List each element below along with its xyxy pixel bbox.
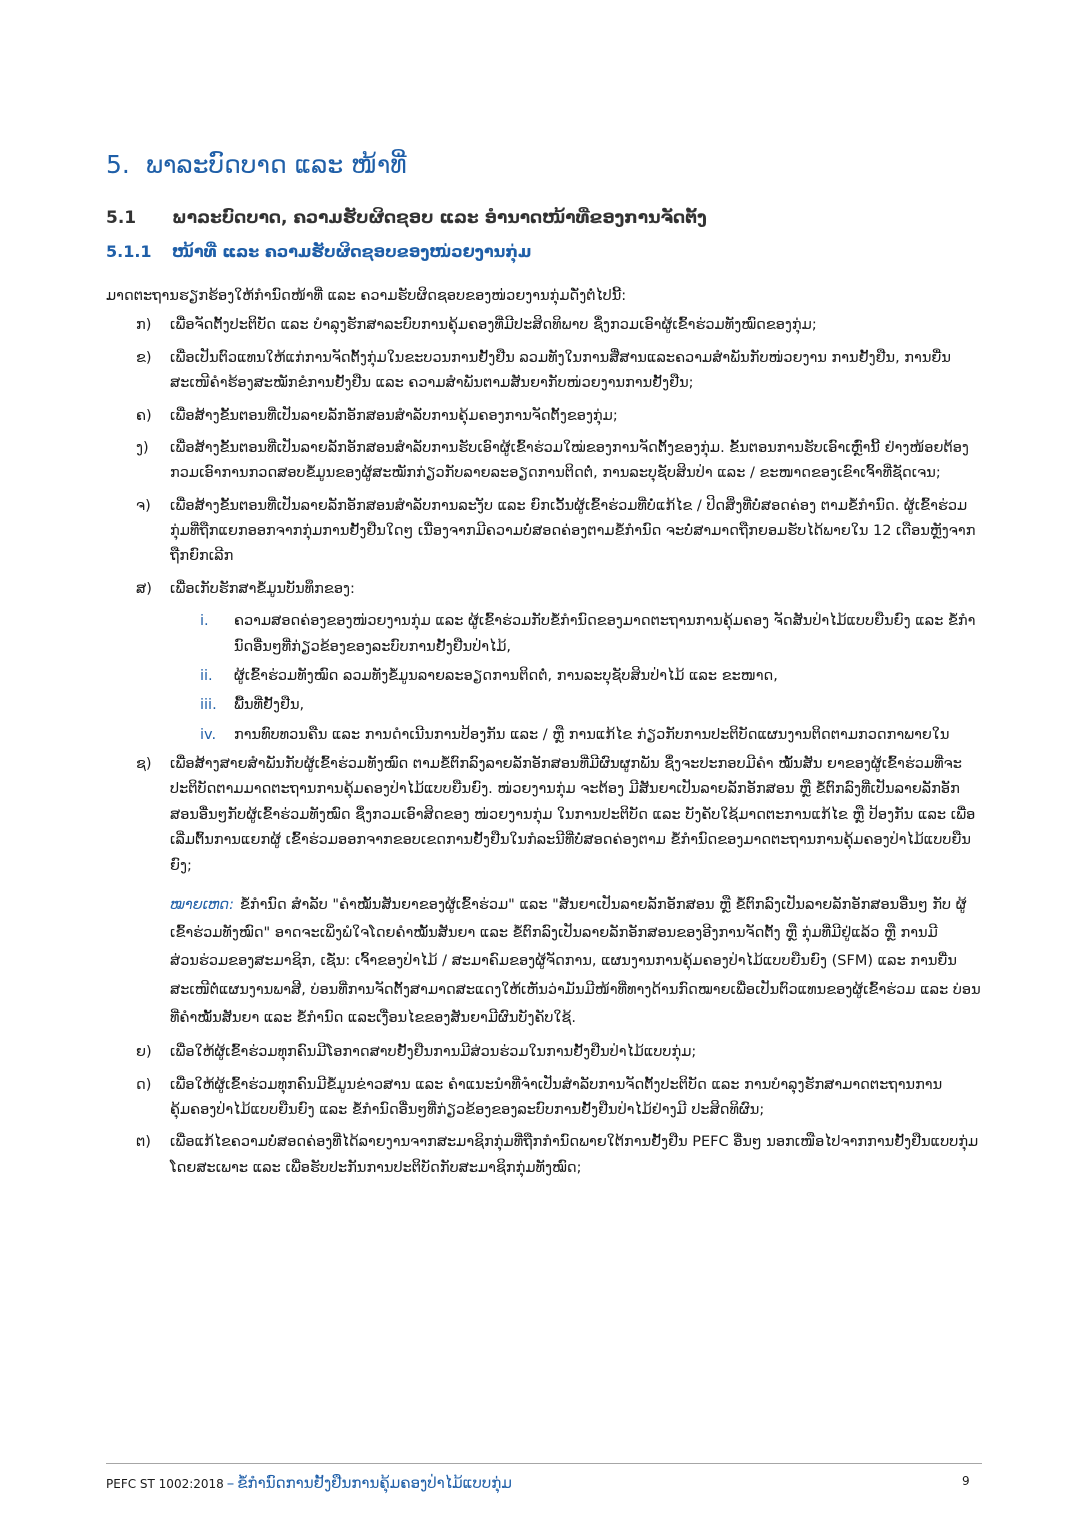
sub-list: [106, 609, 986, 748]
list-item-text: ເພື່ອເປັນຕົວແທນໃຫ້ແກ່ການຈັດຕັ້ງກຸ່ມໃນຂະບວນການຢັ້ງຢືນ ລວມທັງໃນການສື່ສານແລະຄວາມສຳພັນກັບໜ່ວຍງານ ການຢັ້ງຢືນ, ການຍື່ນສະເໜີຄຳຮ້ອງສະໝັກຂໍການຢັ້ງຢືນ ແລະ ຄວາມສຳພັນຕາມສັນຍາກັບໜ່ວຍງານການຢັ້ງຢືນ;: [170, 349, 951, 392]
list-item-text: ເພື່ອໃຫ້ຜູ້ເຂົ້າຮ່ວມທຸກຄົນມີໂອກາດສາບຢັ້ງຢືນການມີສ່ວນຮ່ວມໃນການຢັ້ງຢືນປ່າໄມ້ແບບກຸ່ມ;: [170, 1044, 697, 1061]
list-item: [106, 494, 986, 570]
list-item: [106, 404, 986, 429]
list-item: [106, 1130, 986, 1181]
note-text: ຂໍ້ກຳນົດ ສຳລັບ "ຄຳໝັ້ນສັນຍາຂອງຜູ້ເຂົ້າຮ່ວມ" ແລະ "ສັນຍາເປັນລາຍລັກອັກສອນ ຫຼື ຂໍ້ຕົກລົງເປັນລາຍລັກອັກສອນອື່ນໆ ກັບ ຜູ້ເຂົ້າຮ່ວມທັງໝົດ" ອາດຈະເພິ່ງພໍໃຈໂດຍຄຳໝັ້ນສັນຍາ ແລະ ຂໍ້ຕົກລົງເປັນລາຍລັກອັກສອນຂອງອີງການຈັດຕັ້ງ ຫຼື ກຸ່ມທີ່ມີຢູ່ແລ້ວ ຫຼື ການມີສ່ວນຮ່ວມຂອງສະມາຊິກ, ເຊັ່ນ: ເຈົ້າຂອງປ່າໄມ້ / ສະມາຄົມຂອງຜູ້ຈັດການ, ແຜນງານການຄຸ້ມຄອງປ່າໄມ້ແບບຍືນຍົງ (SFM) ແລະ ການຍື່ນສະເໜີຕໍ່ແຜນງານພາສີ, ບ່ອນທີ່ການຈັດຕັ້ງສາມາດສະແດງໃຫ້ເຫັນວ່າມັນມີໜ້າທີ່ທາງດ້ານກົດໝາຍເພື່ອເປັນຕົວແທນຂອງຜູ້ເຂົ້າຮ່ວມ ແລະ ບ່ອນທີ່ຄຳໝັ້ນສັນຍາ ແລະ ຂໍ້ກຳນົດ ແລະເງື່ອນໄຂຂອງສັນຍາມີຜົນບັງຄັບໃຊ້.: [170, 896, 981, 1026]
subsection-heading: [106, 208, 707, 228]
list-item-text: ເພື່ອສ້າງຂັ້ນຕອນທີ່ເປັນລາຍລັກອັກສອນສຳລັບການຮັບເອົາຜູ້ເຂົ້າຮ່ວມໃໝ່ຂອງການຈັດຕັ້ງຂອງກຸ່ມ. ຂັ້ນຕອນການຮັບເອົາເຫຼົ່ານີ້ ຢ່າງໜ້ອຍຕ້ອງກວມເອົາການກວດສອບຂໍ້ມູນຂອງຜູ້ສະໝັກກ່ຽວກັບລາຍລະອຽດການຕິດຕໍ່, ການລະບຸຊັບສິນປ່າ ແລະ / ຂະໜາດຂອງເຂົາເຈົ້າທີ່ຊັດເຈນ;: [170, 439, 969, 482]
subsubsection-heading: [106, 242, 531, 261]
sub-list-item: [106, 664, 986, 689]
list-item-label: ງ): [136, 439, 149, 456]
sub-list-item-label: iii.: [200, 697, 217, 714]
section-title: ພາລະບົດບາດ ແລະ ໜ້າທີ່: [145, 150, 407, 179]
list-item-label: ຊ): [136, 756, 152, 772]
page-number: 9: [962, 1474, 970, 1488]
subsubsection-number: 5.1.1: [106, 242, 152, 261]
footer-document-code: PEFC ST 1002:2018: [106, 1477, 224, 1491]
list-item-label: ສ): [136, 580, 152, 597]
list-item-label: ດ): [136, 1076, 152, 1093]
subsection-number: 5.1: [106, 208, 137, 228]
list-item-text: ເພື່ອແກ້ໄຂຄວາມບໍ່ສອດຄ່ອງທີ່ໄດ້ລາຍງານຈາກສະມາຊິກກຸ່ມທີ່ຖືກກຳນົດພາຍໃຕ້ການຢັ້ງຢືນ PEFC ອື່ນໆ ນອກເໜືອໄປຈາກການຢັ້ງຢືນແບບກຸ່ມໂດຍສະເພາະ ແລະ ເພື່ອຮັບປະກັນການປະຕິບັດກັບສະມາຊິກກຸ່ມທັງໝົດ;: [170, 1134, 979, 1176]
subsubsection-title: ໜ້າທີ່ ແລະ ຄວາມຮັບຜິດຊອບຂອງໜ່ວຍງານກຸ່ມ: [172, 242, 532, 261]
list-item: [106, 577, 986, 602]
list-item-text: ເພື່ອໃຫ້ຜູ້ເຂົ້າຮ່ວມທຸກຄົນມີຂໍ້ມູນຂ່າວສານ ແລະ ຄຳແນະນຳທີ່ຈຳເປັນສຳລັບການຈັດຕັ້ງປະຕິບັດ ແລະ ການບຳລຸງຮັກສາມາດຕະຖານການຄຸ້ມຄອງປ່າໄມ້ແບບຍືນຍົງ ແລະ ຂໍ້ກຳນົດອື່ນໆທີ່ກ່ຽວຂ້ອງຂອງລະບົບການຢັ້ງຢືນປ່າໄມ້ຢ່າງມີ ປະສິດທິຜົນ;: [170, 1076, 943, 1118]
footer-document-title: ຂໍ້ກຳນົດການຢັ້ງຢືນການຄຸ້ມຄອງປ່າໄມ້ແບບກຸ່ມ: [237, 1474, 512, 1492]
list-item-label: ຈ): [136, 497, 151, 514]
list-item-label: ຂ): [136, 349, 152, 366]
footer-divider: [106, 1463, 982, 1464]
list-item-text: ເພື່ອສ້າງຂັ້ນຕອນທີ່ເປັນລາຍລັກອັກສອນສຳລັບການລະງັບ ແລະ ຍົກເວັ້ນຜູ້ເຂົ້າຮ່ວມທີ່ບໍ່ແກ້ໄຂ / ປິດສິ່ງທີ່ບໍ່ສອດຄ່ອງ ຕາມຂໍ້ກຳນົດ. ຜູ້ເຂົ້າຮ່ວມກຸ່ມທີ່ຖືກແຍກອອກຈາກກຸ່ມການຢັ້ງຢືນໃດໆ ເນື່ອງຈາກມີຄວາມບໍ່ສອດຄ່ອງຕາມຂໍ້ກຳນົດ ຈະບໍ່ສາມາດຖືກຍອມຮັບໄດ້ພາຍໃນ 12 ເດືອນຫຼັງຈາກຖືກຍົກເລີກ: [170, 497, 976, 565]
note-label: ໝາຍເຫດ:: [170, 896, 234, 913]
subsection-title: ພາລະບົດບາດ, ຄວາມຮັບຜິດຊອບ ແລະ ອຳນາດໜ້າທີ່ຂອງການຈັດຕັ້ງ: [172, 208, 707, 228]
sub-list-item: [106, 609, 986, 660]
list-item-label: ຍ): [136, 1044, 152, 1061]
list-item-text: ເພື່ອເກັບຮັກສາຂໍ້ມູນບັນທຶກຂອງ:: [170, 580, 355, 597]
list-item: [106, 346, 986, 397]
sub-list-item: [106, 693, 986, 718]
list-item-text: ເພື່ອສ້າງສາຍສຳພັນກັບຜູ້ເຂົ້າຮ່ວມທັງໝົດ ຕາມຂໍ້ຕົກລົງລາຍລັກອັກສອນທີ່ມີຜົນຜູກພັນ ຊຶ່ງຈະປະກອບມີຄຳ ໝັ້ນສັນ ຍາຂອງຜູ້ເຂົ້າຮ່ວມທີ່ຈະປະຕິບັດຕາມມາດຕະຖານການຄຸ້ມຄອງປ່າໄມ້ແບບຍືນຍົງ. ໜ່ວຍງານກຸ່ມ ຈະຕ້ອງ ມີສັນຍາເປັນລາຍລັກອັກສອນ ຫຼື ຂໍ້ຕົກລົງທີ່ເປັນລາຍລັກອັກສອນອື່ນໆກັບຜູ້ເຂົ້າຮ່ວມທັງໝົດ ຊຶ່ງກວມເອົາສິດຂອງ ໜ່ວຍງານກຸ່ມ ໃນການປະຕິບັດ ແລະ ບັງຄັບໃຊ້ມາດຕະການແກ້ໄຂ ຫຼື ປ້ອງກັນ ແລະ ເພື່ອເລີ່ມຕົ້ນການແຍກຜູ້ ເຂົ້າຮ່ວມອອກຈາກຂອບເຂດການຢັ້ງຢືນໃນກໍລະນີທີ່ບໍ່ສອດຄ່ອງຕາມ ຂໍ້ກຳນົດຂອງມາດຕະຖານການຄຸ້ມຄອງປ່າໄມ້ແບບຍືນຍົງ;: [170, 756, 976, 874]
sub-list-item-label: iv.: [200, 726, 217, 743]
list-item: [106, 752, 986, 879]
sub-list-item-text: ພື້ນທີ່ຢັ້ງຢືນ,: [234, 697, 305, 714]
page-footer: [106, 1474, 512, 1492]
body-text: [106, 284, 986, 1188]
sub-list-item-text: ການທົບທວນຄືນ ແລະ ການດຳເນີນການປ້ອງກັນ ແລະ / ຫຼື ການແກ້ໄຂ ກ່ຽວກັບການປະຕິບັດແຜນງານຕິດຕາມກວດກາພາຍໃນ: [234, 726, 950, 743]
note-paragraph: [106, 891, 986, 1032]
list-item: [106, 1073, 986, 1124]
list-item-label: ຕ): [136, 1134, 151, 1151]
sub-list-item-text: ຄວາມສອດຄ່ອງຂອງໜ່ວຍງານກຸ່ມ ແລະ ຜູ້ເຂົ້າຮ່ວມກັບຂໍ້ກຳນົດຂອງມາດຕະຖານການຄຸ້ມຄອງ ຈັດສັນປ່າໄມ້ແບບຍືນຍົງ ແລະ ຂໍ້ກຳນົດອື່ນໆທີ່ກ່ຽວຂ້ອງຂອງລະບົບການຢັ້ງຢືນປ່າໄມ້,: [234, 613, 976, 655]
sub-list-item-label: i.: [200, 613, 209, 630]
list-item: [106, 1040, 986, 1065]
list-item-text: ເພື່ອສ້າງຂັ້ນຕອນທີ່ເປັນລາຍລັກອັກສອນສຳລັບການຄຸ້ມຄອງການຈັດຕັ້ງຂອງກຸ່ມ;: [170, 407, 618, 424]
list-item-label: ຄ): [136, 407, 152, 424]
list-item-label: ກ): [136, 317, 152, 334]
intro-paragraph: ມາດຕະຖານຮຽກຮ້ອງໃຫ້ກຳນົດໜ້າທີ່ ແລະ ຄວາມຮັບຜິດຊອບຂອງໜ່ວຍງານກຸ່ມດັ່ງຕໍ່ໄປນີ້:: [106, 288, 627, 304]
list-item-text: ເພື່ອຈັດຕັ້ງປະຕິບັດ ແລະ ບຳລຸງຮັກສາລະບົບການຄຸ້ມຄອງທີ່ມີປະສິດທິພາບ ຊຶ່ງກວມເອົາຜູ້ເຂົ້າຮ່ວມທັງໝົດຂອງກຸ່ມ;: [170, 317, 817, 334]
list-item: [106, 313, 986, 338]
sub-list-item-label: ii.: [200, 667, 213, 684]
section-heading: [106, 150, 407, 179]
sub-list-item-text: ຜູ້ເຂົ້າຮ່ວມທັງໝົດ ລວມທັງຂໍ້ມູນລາຍລະອຽດການຕິດຕໍ່, ການລະບຸຊັບສິນປ່າໄມ້ ແລະ ຂະໜາດ,: [234, 667, 778, 684]
footer-dash: –: [226, 1474, 235, 1492]
section-number: 5.: [106, 150, 130, 179]
sub-list-item: [106, 723, 986, 748]
list-item: [106, 436, 986, 487]
